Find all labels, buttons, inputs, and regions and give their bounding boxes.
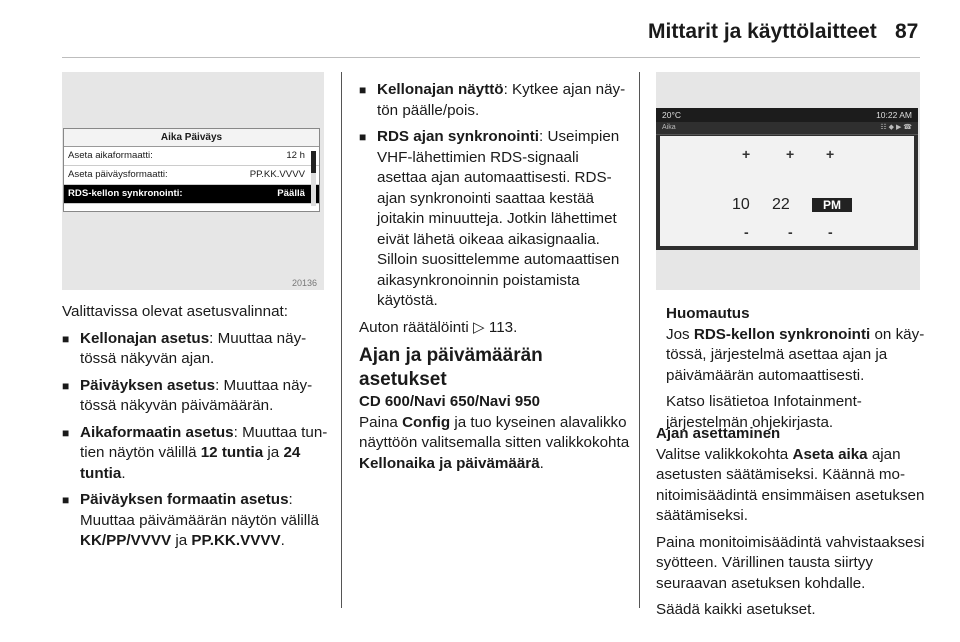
ampm-value[interactable]: PM xyxy=(812,198,852,212)
set-time-paragraph-2: Paina monitoimisäädintä vahvistaaksesi syötteen. Värillinen tausta siirtyy seuraavan asetuksen kohdalle. xyxy=(656,533,925,592)
temperature: 20°C xyxy=(662,110,681,120)
hour-plus-button[interactable]: + xyxy=(742,146,751,162)
menu-row-date-format[interactable]: Aseta päiväysformaatti: PP.KK.VVVV xyxy=(64,166,319,185)
set-time-paragraph-1: Valitse valikkokohta Aseta aika ajan asetusten säätämiseksi. Käännä monitoimisäädintä ensimmäisen asetuksen säätämiseksi. xyxy=(656,445,925,524)
bullet-date-set: ■ Päiväyksen asetus: Muuttaa näytössä näkyvän päivämäärän. xyxy=(62,376,332,417)
intro-text: Valittavissa olevat asetusvalinnat: xyxy=(62,303,288,320)
scrollbar[interactable] xyxy=(311,151,316,206)
screen-title: Aika Päiväys xyxy=(64,129,319,147)
note-text-2: Katso lisätietoa Infotainment-järjestelmän ohjekirjasta. xyxy=(666,393,862,431)
ampm-minus-button[interactable]: - xyxy=(828,224,833,240)
header-rule xyxy=(62,57,920,58)
note-box xyxy=(666,304,928,433)
screen-set-time xyxy=(656,108,918,250)
page-header-title: Mittarit ja käyttölaitteet xyxy=(648,20,877,43)
column-divider-2 xyxy=(639,72,640,608)
bullet-date-format: ■ Päiväyksen formaatin asetus: Muuttaa päivämäärän näytön välillä KK/PP/VVVV ja PP.KK.VVVV. xyxy=(62,490,332,552)
customisation-ref: Auton räätälöinti ▷ 113. xyxy=(359,318,518,336)
minute-plus-button[interactable]: + xyxy=(786,146,795,162)
note-text: Jos RDS-kellon synkronointi on käytössä, järjestelmä asettaa ajan ja päivämäärän automaattisesti. xyxy=(666,325,925,384)
screen-time-date-menu xyxy=(63,128,320,212)
bullet-rds-sync: ■ RDS ajan synkronointi: Useimpien VHF-lähettimien RDS-signaali asettaa ajan automaattisesti. RDS-ajan synkronointi saattaa kestää joitakin minuutteja. Jotkin lähettimet eivät lähetä oikeaa aikasignaalia. Silloin suosittelemme automaattisen aikasynkronoinnin poistamista käytöstä. xyxy=(359,127,631,312)
hour-value[interactable]: 10 xyxy=(732,196,750,213)
menu-row-rds-sync[interactable]: RDS-kellon synkronointi: Päällä xyxy=(64,185,319,204)
time-editor xyxy=(660,136,914,246)
bullet-time-set: ■ Kellonajan asetus: Muuttaa näytössä näkyvän ajan. xyxy=(62,329,332,370)
column-2 xyxy=(359,80,631,480)
clock: 10:22 AM xyxy=(876,110,912,120)
ampm-plus-button[interactable]: + xyxy=(826,146,835,162)
note-title: Huomautus xyxy=(666,305,750,322)
page-number: 87 xyxy=(895,20,919,43)
minute-minus-button[interactable]: - xyxy=(788,224,793,240)
bullet-time-format: ■ Aikaformaatin asetus: Muuttaa tuntien näytön välillä 12 tuntia ja 24 tuntia. xyxy=(62,423,332,485)
minute-value[interactable]: 22 xyxy=(772,196,790,213)
bullet-time-display: ■ Kellonajan näyttö: Kytkee ajan näytön päälle/pois. xyxy=(359,80,631,121)
subsection-heading: Ajan asettaminen xyxy=(656,425,781,442)
status-icons: ☷ ◆ ▶ ☎ xyxy=(880,124,912,131)
figure-ref: 20136 xyxy=(292,278,318,288)
hour-minus-button[interactable]: - xyxy=(744,224,749,240)
section-heading: Ajan ja päivämäärän asetukset xyxy=(359,345,543,390)
column-1 xyxy=(62,302,332,558)
set-time-paragraph-3: Säädä kaikki asetukset. xyxy=(656,601,816,618)
section-subheading: CD 600/Navi 650/Navi 950 xyxy=(359,393,540,410)
page-ref-icon: ▷ xyxy=(472,318,489,336)
menu-label: Aika xyxy=(662,124,676,131)
column-divider-1 xyxy=(341,72,342,608)
column-3 xyxy=(656,424,928,627)
config-instructions: Paina Config ja tuo kyseinen alavalikko näyttöön valitsemalla sitten valikkokohta Kellonaika ja päivämäärä. xyxy=(359,413,630,472)
menu-row-time-format[interactable]: Aseta aikaformaatti: 12 h xyxy=(64,147,319,166)
